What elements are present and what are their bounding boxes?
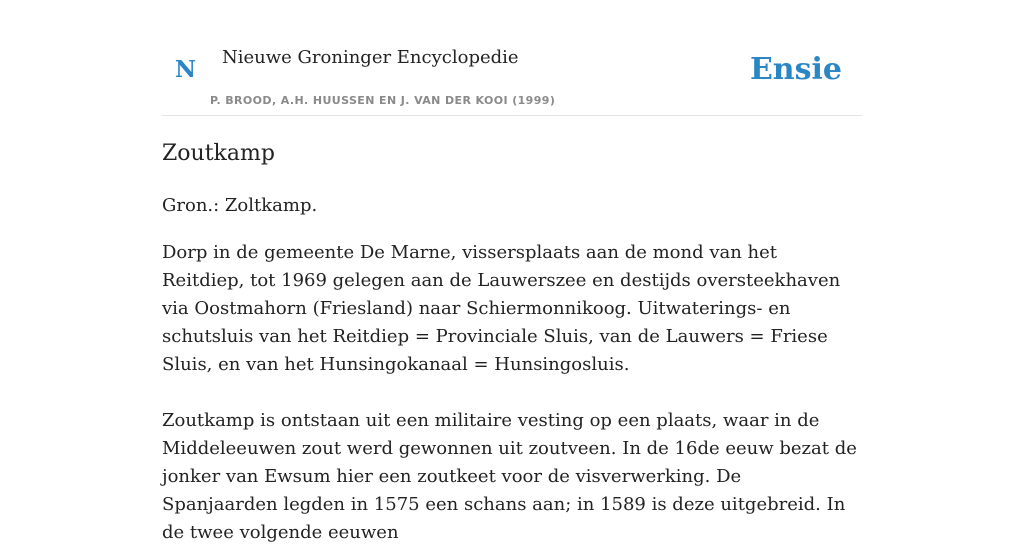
entry-paragraph: Dorp in de gemeente De Marne, vissersplaats aan de mond van het Reitdiep, tot 1969 gelegen aan de Lauwerszee en destijds oversteekhaven via Oostmahorn (Friesland) naar Schiermonnikoog. Uitwaterings- en schutsluis van het Reitdiep = Provinciale Sluis, van de Lauwers = Friese Sluis, en van het Hunsingokanaal = Hunsingosluis.	[162, 242, 841, 375]
entry-paragraph: Zoutkamp is ontstaan uit een militaire vesting op een plaats, waar in de Middeleeuwen zout werd gewonnen uit zoutveen. In de 16de eeuw bezat de jonker van Ewsum hier een zoutkeet voor de visverwerking. De Spanjaarden legden in 1575 een schans aan; in 1589 is deze uitgebreid. In de twee volgende eeuwen	[162, 410, 857, 543]
entry-title: Zoutkamp	[162, 141, 275, 166]
book-letter-icon[interactable]: N	[175, 56, 197, 83]
book-authors: P. BROOD, A.H. HUUSSEN EN J. VAN DER KOOI (1999)	[210, 94, 556, 107]
page-header	[162, 0, 862, 116]
ensie-logo[interactable]: Ensie	[749, 52, 842, 87]
entry-content	[162, 138, 862, 547]
entry-alt-name: Gron.: Zoltkamp.	[162, 195, 318, 216]
book-title-link[interactable]: Nieuwe Groninger Encyclopedie	[222, 47, 519, 68]
